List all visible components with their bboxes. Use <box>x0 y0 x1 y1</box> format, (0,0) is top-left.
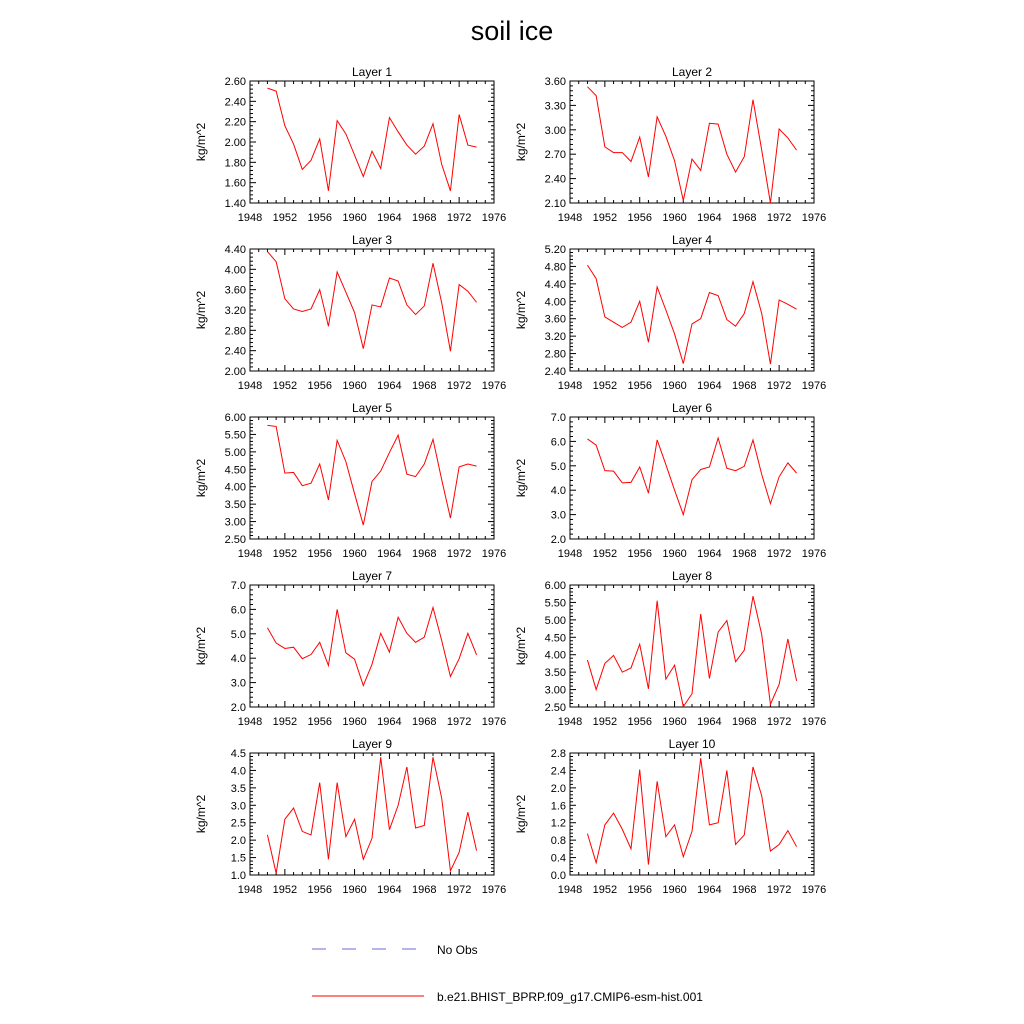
y-tick-label: 2.40 <box>224 345 246 358</box>
panel-layer-4 <box>514 233 826 392</box>
x-tick-label: 1956 <box>627 212 652 224</box>
x-tick-label: 1964 <box>377 380 402 392</box>
x-tick-label: 1968 <box>412 884 437 896</box>
y-tick-label: 5.50 <box>224 429 246 442</box>
x-tick-label: 1964 <box>697 380 722 392</box>
x-tick-label: 1948 <box>557 212 583 224</box>
y-axis-label: kg/m^2 <box>514 458 528 498</box>
x-tick-label: 1948 <box>237 548 263 560</box>
x-tick-label: 1972 <box>766 884 792 896</box>
panel-layer-5 <box>194 401 506 560</box>
x-tick-label: 1952 <box>592 716 618 728</box>
y-tick-label: 3.60 <box>224 284 246 297</box>
x-tick-label: 1964 <box>377 212 402 224</box>
x-tick-label: 1960 <box>662 716 687 728</box>
panel-layer-9 <box>194 737 506 896</box>
x-tick-label: 1960 <box>342 548 367 560</box>
x-tick-label: 1964 <box>697 716 722 728</box>
panel-title: Layer 6 <box>671 401 713 415</box>
x-tick-label: 1956 <box>307 380 332 392</box>
y-tick-label: 3.0 <box>550 509 566 522</box>
panel-title: Layer 10 <box>668 737 716 751</box>
y-tick-label: 3.00 <box>224 516 246 529</box>
panel-title: Layer 3 <box>351 233 393 247</box>
y-tick-label: 2.4 <box>550 765 566 778</box>
x-tick-label: 1952 <box>592 212 618 224</box>
y-tick-label: 7.0 <box>550 412 566 424</box>
x-tick-label: 1948 <box>557 380 583 392</box>
x-tick-label: 1952 <box>272 716 298 728</box>
y-tick-label: 3.00 <box>544 684 566 697</box>
x-tick-label: 1952 <box>272 884 298 896</box>
y-tick-label: 2.50 <box>544 702 566 714</box>
y-tick-label: 4.80 <box>544 261 566 274</box>
x-tick-label: 1956 <box>307 884 332 896</box>
x-tick-label: 1952 <box>592 380 618 392</box>
y-tick-label: 0.0 <box>550 870 566 882</box>
x-tick-label: 1972 <box>766 548 792 560</box>
y-tick-label: 2.10 <box>544 198 566 210</box>
x-tick-label: 1976 <box>481 716 507 728</box>
y-tick-label: 3.60 <box>544 313 566 326</box>
plot-frame <box>250 81 494 203</box>
x-tick-label: 1972 <box>446 380 472 392</box>
y-tick-label: 2.0 <box>550 782 566 795</box>
y-tick-label: 6.0 <box>230 604 246 617</box>
y-tick-label: 3.30 <box>544 100 566 113</box>
y-tick-label: 4.00 <box>544 649 566 662</box>
y-axis-label: kg/m^2 <box>194 458 208 498</box>
x-tick-label: 1968 <box>732 548 757 560</box>
series-line <box>267 607 476 685</box>
panel-title: Layer 9 <box>351 737 393 751</box>
panel-layer-10 <box>514 737 826 896</box>
x-tick-label: 1956 <box>627 548 652 560</box>
series-line <box>267 757 476 873</box>
legend-label-no-obs: No Obs <box>437 943 478 957</box>
x-tick-label: 1948 <box>237 380 263 392</box>
x-tick-label: 1960 <box>342 716 367 728</box>
x-tick-label: 1964 <box>697 884 722 896</box>
y-tick-label: 5.50 <box>544 597 566 610</box>
x-tick-label: 1956 <box>627 716 652 728</box>
panel-title: Layer 4 <box>671 233 713 247</box>
x-tick-label: 1956 <box>307 212 332 224</box>
series-line <box>587 438 796 515</box>
x-tick-label: 1976 <box>481 380 507 392</box>
y-tick-label: 4.5 <box>230 748 246 760</box>
y-tick-label: 2.5 <box>230 817 246 830</box>
x-tick-label: 1948 <box>237 212 263 224</box>
x-tick-label: 1972 <box>766 212 792 224</box>
x-tick-label: 1972 <box>446 716 472 728</box>
y-tick-label: 4.0 <box>230 653 246 666</box>
panel-layer-8 <box>514 569 826 728</box>
y-tick-label: 5.00 <box>224 446 246 459</box>
x-tick-label: 1976 <box>481 884 507 896</box>
x-tick-label: 1976 <box>801 380 827 392</box>
series-line <box>587 758 796 864</box>
plot-frame <box>570 417 814 539</box>
y-tick-label: 0.8 <box>550 835 566 848</box>
x-tick-label: 1968 <box>732 884 757 896</box>
x-tick-label: 1972 <box>446 548 472 560</box>
x-tick-label: 1964 <box>377 884 402 896</box>
x-tick-label: 1952 <box>592 548 618 560</box>
y-tick-label: 5.0 <box>550 460 566 473</box>
x-tick-label: 1972 <box>766 716 792 728</box>
y-tick-label: 3.50 <box>224 499 246 512</box>
plot-frame <box>570 753 814 875</box>
y-tick-label: 2.0 <box>230 702 246 714</box>
y-tick-label: 2.80 <box>544 348 566 361</box>
panel-layer-3 <box>194 233 506 392</box>
panel-layer-1 <box>194 65 506 224</box>
x-tick-label: 1964 <box>697 212 722 224</box>
y-tick-label: 2.0 <box>230 835 246 848</box>
x-tick-label: 1976 <box>481 548 507 560</box>
y-tick-label: 2.40 <box>544 366 566 378</box>
y-axis-label: kg/m^2 <box>194 122 208 162</box>
x-tick-label: 1976 <box>801 884 827 896</box>
y-tick-label: 4.00 <box>224 264 246 277</box>
x-tick-label: 1976 <box>801 716 827 728</box>
y-tick-label: 2.0 <box>550 534 566 546</box>
x-tick-label: 1960 <box>662 212 687 224</box>
y-tick-label: 3.5 <box>230 782 246 795</box>
y-tick-label: 1.2 <box>550 817 566 830</box>
x-tick-label: 1948 <box>237 884 263 896</box>
plot-frame <box>250 585 494 707</box>
y-tick-label: 2.8 <box>550 748 566 760</box>
y-tick-label: 5.0 <box>230 628 246 641</box>
y-axis-label: kg/m^2 <box>194 626 208 666</box>
y-tick-label: 4.00 <box>544 296 566 309</box>
y-tick-label: 6.00 <box>544 580 566 592</box>
y-tick-label: 2.40 <box>224 96 246 109</box>
y-tick-label: 5.00 <box>544 614 566 627</box>
panel-title: Layer 7 <box>351 569 393 583</box>
x-tick-label: 1960 <box>342 884 367 896</box>
y-tick-label: 3.0 <box>230 800 246 813</box>
panel-title: Layer 2 <box>671 65 713 79</box>
series-line <box>587 596 796 707</box>
y-tick-label: 7.0 <box>230 580 246 592</box>
x-tick-label: 1956 <box>627 884 652 896</box>
series-line <box>587 265 796 364</box>
legend <box>312 943 703 1004</box>
y-tick-label: 5.20 <box>544 244 566 256</box>
x-tick-label: 1964 <box>697 548 722 560</box>
y-tick-label: 2.70 <box>544 149 566 162</box>
y-tick-label: 1.5 <box>230 852 246 865</box>
x-tick-label: 1960 <box>662 884 687 896</box>
plot-frame <box>250 249 494 371</box>
x-tick-label: 1976 <box>801 548 827 560</box>
x-tick-label: 1964 <box>377 548 402 560</box>
y-tick-label: 3.20 <box>224 305 246 317</box>
x-tick-label: 1968 <box>732 716 757 728</box>
x-tick-label: 1972 <box>766 380 792 392</box>
x-tick-label: 1968 <box>412 716 437 728</box>
x-tick-label: 1976 <box>801 212 827 224</box>
x-tick-label: 1948 <box>557 884 583 896</box>
y-tick-label: 3.0 <box>230 677 246 690</box>
x-tick-label: 1976 <box>481 212 507 224</box>
y-tick-label: 3.60 <box>544 76 566 88</box>
y-tick-label: 3.20 <box>544 331 566 344</box>
y-tick-label: 1.60 <box>224 177 246 190</box>
y-axis-label: kg/m^2 <box>514 794 528 834</box>
page-title: soil ice <box>470 16 554 46</box>
series-line <box>267 252 476 352</box>
y-tick-label: 1.6 <box>550 800 566 813</box>
panel-title: Layer 1 <box>351 65 393 79</box>
x-tick-label: 1960 <box>342 380 367 392</box>
x-tick-label: 1960 <box>662 380 687 392</box>
x-tick-label: 1956 <box>627 380 652 392</box>
y-tick-label: 2.60 <box>224 76 246 88</box>
y-axis-label: kg/m^2 <box>194 794 208 834</box>
x-tick-label: 1972 <box>446 212 472 224</box>
y-tick-label: 2.50 <box>224 534 246 546</box>
y-tick-label: 6.00 <box>224 412 246 424</box>
y-axis-label: kg/m^2 <box>514 626 528 666</box>
y-axis-label: kg/m^2 <box>514 290 528 330</box>
x-tick-label: 1948 <box>237 716 263 728</box>
x-tick-label: 1948 <box>557 716 583 728</box>
x-tick-label: 1952 <box>272 212 298 224</box>
y-tick-label: 4.0 <box>230 765 246 778</box>
y-tick-label: 4.0 <box>550 485 566 498</box>
y-tick-label: 2.80 <box>224 325 246 338</box>
y-tick-label: 4.40 <box>224 244 246 256</box>
x-tick-label: 1960 <box>662 548 687 560</box>
x-tick-label: 1956 <box>307 548 332 560</box>
series-line <box>267 88 476 191</box>
y-tick-label: 3.00 <box>544 124 566 137</box>
y-tick-label: 4.50 <box>544 632 566 645</box>
y-tick-label: 1.40 <box>224 198 246 210</box>
x-tick-label: 1968 <box>732 380 757 392</box>
y-axis-label: kg/m^2 <box>194 290 208 330</box>
y-tick-label: 2.20 <box>224 116 246 129</box>
x-tick-label: 1968 <box>412 212 437 224</box>
y-tick-label: 3.50 <box>544 667 566 680</box>
y-tick-label: 4.00 <box>224 481 246 494</box>
panel-layer-2 <box>514 65 826 224</box>
x-tick-label: 1968 <box>732 212 757 224</box>
y-axis-label: kg/m^2 <box>514 122 528 162</box>
panel-title: Layer 8 <box>671 569 713 583</box>
y-tick-label: 4.40 <box>544 278 566 291</box>
y-tick-label: 2.00 <box>224 137 246 149</box>
panel-title: Layer 5 <box>351 401 393 415</box>
x-tick-label: 1952 <box>592 884 618 896</box>
x-tick-label: 1968 <box>412 380 437 392</box>
y-tick-label: 2.40 <box>544 173 566 186</box>
x-tick-label: 1956 <box>307 716 332 728</box>
series-line <box>587 87 796 203</box>
panel-layer-7 <box>194 569 506 728</box>
x-tick-label: 1952 <box>272 380 298 392</box>
series-line <box>267 425 476 525</box>
y-tick-label: 0.4 <box>550 852 566 865</box>
x-tick-label: 1968 <box>412 548 437 560</box>
x-tick-label: 1948 <box>557 548 583 560</box>
legend-label-model: b.e21.BHIST_BPRP.f09_g17.CMIP6-esm-hist.001 <box>437 990 703 1004</box>
y-tick-label: 4.50 <box>224 464 246 477</box>
panel-layer-6 <box>514 401 826 560</box>
x-tick-label: 1960 <box>342 212 367 224</box>
x-tick-label: 1952 <box>272 548 298 560</box>
x-tick-label: 1972 <box>446 884 472 896</box>
y-tick-label: 2.00 <box>224 366 246 378</box>
y-tick-label: 6.0 <box>550 436 566 449</box>
y-tick-label: 1.0 <box>230 870 246 882</box>
x-tick-label: 1964 <box>377 716 402 728</box>
y-tick-label: 1.80 <box>224 157 246 170</box>
